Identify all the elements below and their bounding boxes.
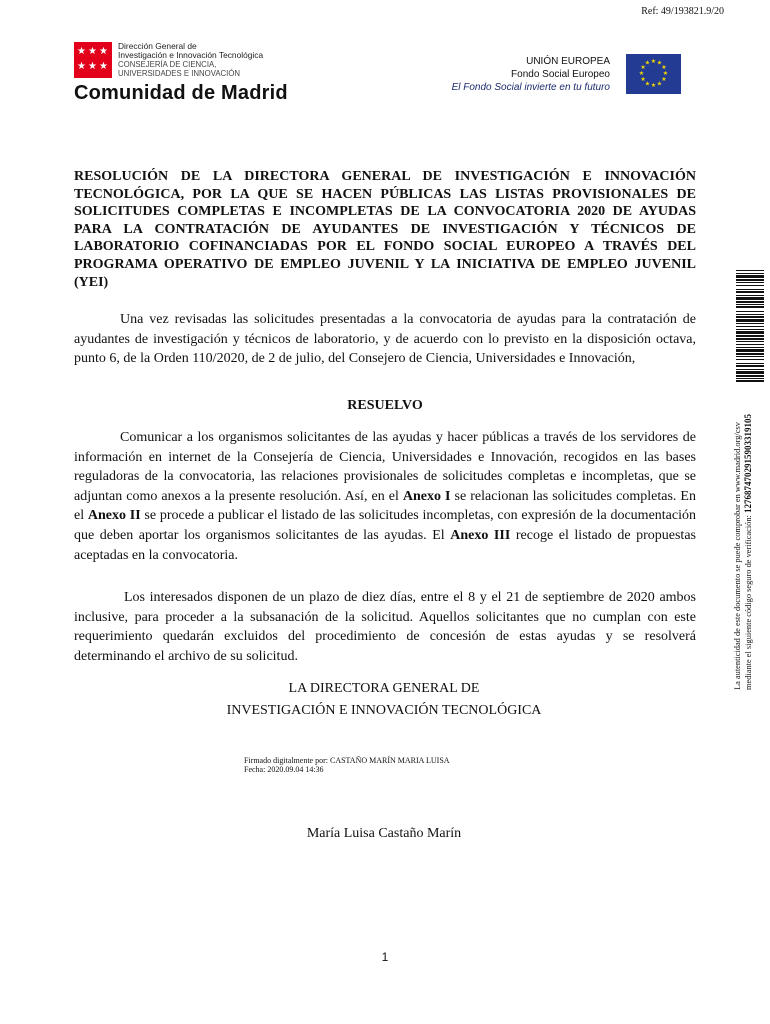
logo-sub-line: UNIVERSIDADES E INNOVACIÓN (118, 69, 241, 78)
svg-text:★: ★ (662, 70, 669, 77)
svg-text:★: ★ (650, 82, 657, 89)
eu-tagline: El Fondo Social invierte en tu futuro (451, 82, 610, 93)
text-run: Comunicar a los organismos solicitantes de las ayudas y hacer públicas a través de los servidores de información en internet de la Consejería de Ciencia, Universidades e Innovación, recogidos en las bases reguladoras de la convocatoria, las relaciones provisionales de solicitudes completas e incompletas, que se adjuntan como anexos a la presente resolución. Así, en el (74, 430, 696, 504)
logo-text (118, 42, 263, 78)
svg-text:★: ★ (656, 80, 663, 88)
resuelvo-heading: RESUELVO (347, 398, 423, 413)
signatory-title-line: LA DIRECTORA GENERAL DE (288, 681, 480, 696)
logo-line: Dirección General de (118, 41, 197, 51)
signatory-name: María Luisa Castaño Marín (306, 826, 462, 841)
svg-text:★: ★ (656, 59, 663, 67)
logo-line: Investigación e Innovación Tecnológica (118, 50, 264, 60)
verification-barcode (736, 270, 764, 382)
svg-text:★: ★ (644, 59, 651, 67)
eu-flag-icon (626, 54, 681, 94)
svg-text:★: ★ (644, 80, 651, 88)
svg-text:★: ★ (638, 70, 645, 77)
signature-date: Fecha: 2020.09.04 14:36 (244, 765, 324, 774)
eu-name: UNIÓN EUROPEA (526, 56, 610, 67)
svg-text:★: ★ (661, 76, 667, 83)
signatory-title (74, 678, 694, 722)
signatory-title-line: INVESTIGACIÓN E INNOVACIÓN TECNOLÓGICA (226, 703, 542, 718)
svg-text:★: ★ (640, 64, 646, 71)
comunidad-de-madrid-wordmark: Comunidad de Madrid (74, 82, 288, 104)
annex-iii-ref: Anexo III (450, 527, 511, 543)
text-run: se relacionan las solicitudes completas. En el (74, 488, 696, 524)
eu-funding-block (452, 55, 610, 94)
paragraph-intro: Una vez revisadas las solicitudes presentadas a la convocatoria de ayudas para la contratación de ayudantes de investigación y técnicos de laboratorio, y de acuerdo con lo previsto en la disposición octava, punto 6, de la Orden 110/2020, de 2 de julio, del Consejero de Ciencia, Universidades e Innovación, (74, 312, 696, 367)
paragraph-resolution (74, 428, 696, 565)
paragraph-deadline: Los interesados disponen de un plazo de diez días, entre el 8 y el 21 de septiembre de 2020 ambos inclusive, para proceder a la subsanación de la solicitud. Aquellos solicitantes que no cumplan con este requerimiento quedarán excluidos del procedimiento de concesión de estas ayudas y se resolverá determinando el archivo de su solicitud. (74, 590, 696, 664)
authenticity-line: La autenticidad de este documento se puede comprobar en www.madrid.org/csv (733, 422, 742, 690)
svg-text:★: ★ (661, 64, 667, 71)
madrid-flag-logo: ★ ★ ★ ★ ★ ★ (74, 42, 112, 78)
page-number: 1 (381, 950, 389, 964)
digital-signature-stamp (244, 756, 450, 774)
document-title: RESOLUCIÓN DE LA DIRECTORA GENERAL DE INVESTIGACIÓN E INNOVACIÓN TECNOLÓGICA, POR LA QUE SE HACEN PÚBLICAS LAS LISTAS PROVISIONALES DE SOLICITUDES COMPLETAS E INCOMPLETAS DE LA CONVOCATORIA 2020 DE AYUDAS PARA LA CONTRATACIÓN DE AYUDANTES DE INVESTIGACIÓN Y TÉCNICOS DE LABORATORIO COFINANCIADAS POR EL FONDO SOCIAL EUROPEO A TRAVÉS DEL PROGRAMA OPERATIVO DE EMPLEO JUVENIL Y LA INICIATIVA DE EMPLEO JUVENIL (YEI) (74, 169, 696, 290)
annex-ii-ref: Anexo II (87, 508, 141, 524)
text-run: se procede a publicar el listado de las solicitudes incompletas, con expresión de la documentación que deben aportar los organismos solicitantes de las ayudas. El (74, 508, 696, 543)
eu-fund: Fondo Social Europeo (511, 69, 610, 80)
annex-i-ref: Anexo I (402, 488, 451, 504)
text-run: recoge el listado de propuestas aceptadas en la convocatoria. (74, 527, 696, 563)
logo-sub-line: CONSEJERÍA DE CIENCIA, (118, 60, 217, 69)
verification-code: 1276874702915903319105 (743, 414, 753, 514)
svg-text:★: ★ (640, 76, 646, 83)
signature-signer: Firmado digitalmente por: CASTAÑO MARÍN MARIA LUISA (244, 756, 450, 765)
svg-text:★: ★ (650, 58, 657, 65)
reference-number: Ref: 49/193821.9/20 (641, 6, 724, 17)
authenticity-prefix: mediante el siguiente código seguro de verificación: (744, 513, 753, 690)
